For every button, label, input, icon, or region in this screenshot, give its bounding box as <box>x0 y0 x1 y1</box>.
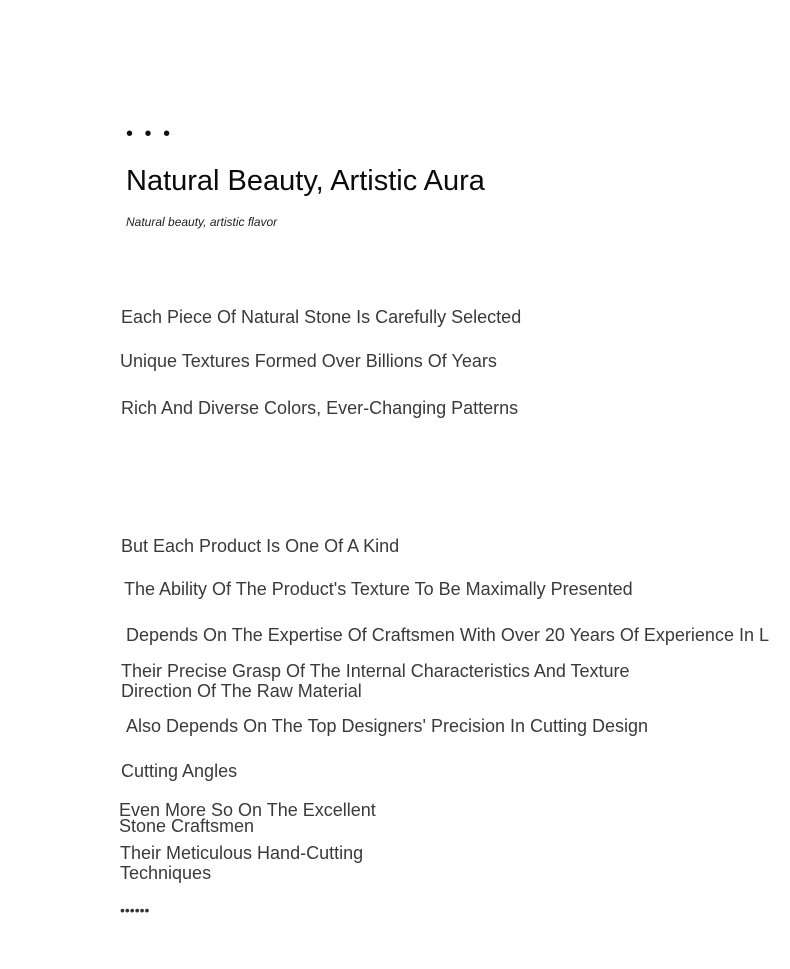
page-title: Natural Beauty, Artistic Aura <box>126 165 485 197</box>
intro-line-colors: Rich And Diverse Colors, Ever-Changing Patterns <box>121 398 519 418</box>
body-line-hand-cutting: Their Meticulous Hand-Cutting Techniques <box>120 843 364 883</box>
footer-dots: •••••• <box>120 902 150 918</box>
body-line-stone-craftsmen: Even More So On The Excellent Stone Craftsmen <box>119 800 376 836</box>
intro-line-selected: Each Piece Of Natural Stone Is Carefully Selected <box>121 307 522 327</box>
body-line-raw-material: Their Precise Grasp Of The Internal Characteristics And Texture Direction Of The Raw Material <box>121 661 630 701</box>
body-line-designers: Also Depends On The Top Designers' Precision In Cutting Design <box>126 716 649 736</box>
body-line-craftsmen-expertise: Depends On The Expertise Of Craftsmen With Over 20 Years Of Experience In L <box>126 625 769 645</box>
body-line-one-of-a-kind: But Each Product Is One Of A Kind <box>121 536 400 556</box>
body-line-cutting-angles: Cutting Angles <box>121 761 238 781</box>
body-line-texture-presented: The Ability Of The Product's Texture To Be Maximally Presented <box>124 579 633 599</box>
page-subtitle: Natural beauty, artistic flavor <box>126 215 278 229</box>
intro-line-textures: Unique Textures Formed Over Billions Of Years <box>120 351 497 371</box>
header-dots: • • • <box>126 123 174 145</box>
